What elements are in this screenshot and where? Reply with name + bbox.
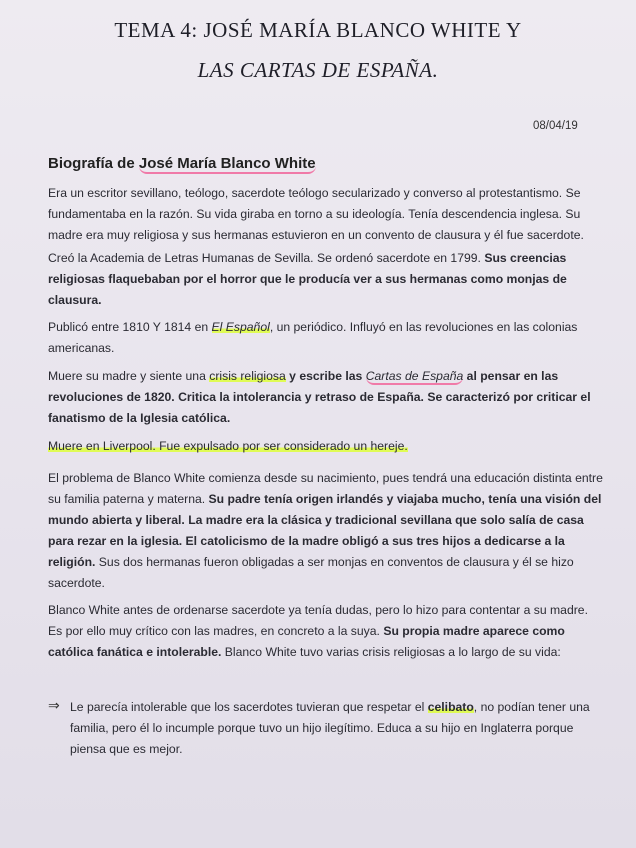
p5-seg-0: Muere en Liverpool. Fue expulsado por ser considerado un hereje. [48, 439, 408, 453]
double-arrow-icon: ⇒ [48, 697, 60, 713]
p2-seg-0: Creó la Academia de Letras Humanas de Sevilla. Se ordenó sacerdote en 1799. [48, 251, 485, 265]
paragraph-4 [48, 366, 604, 429]
paragraph-3 [48, 317, 604, 359]
paragraph-2 [48, 248, 604, 311]
p7-seg-2: Blanco White tuvo varias crisis religiosas a lo largo de su vida: [221, 645, 561, 659]
paragraph-6 [48, 468, 604, 594]
bullet-seg-0: Le parecía intolerable que los sacerdotes tuvieran que respetar el [70, 700, 428, 714]
bullet-text [70, 697, 610, 760]
p2-seg-1: Sus creencias religiosas flaquebaban por el horror que le producía ver a sus hermanas como monjas de clausura. [48, 251, 567, 307]
paragraph-7 [48, 600, 604, 663]
p4-seg-1: crisis religiosa [209, 369, 286, 383]
p3-seg-1: El Español [211, 320, 270, 334]
p6-seg-2: Sus dos hermanas fueron obligadas a ser monjas en conventos de clausura y él se hizo sacerdote. [48, 555, 574, 590]
p7-seg-1: Su propia madre aparece como católica fanática e intolerable. [48, 624, 565, 659]
section-heading [48, 155, 316, 172]
p4-seg-3: Cartas de España [365, 369, 464, 383]
p4-seg-4: al pensar en las revoluciones de 1820. Critica la intolerancia y retraso de España. Se caracterizó por criticar el fanatismo de la Iglesia católica. [48, 369, 591, 425]
p1-seg-0: Era un escritor sevillano, teólogo, sacerdote teólogo secularizado y converso al protestantismo. Se fundamentaba en la razón. Su vida giraba en torno a su ideología. Tenía descendencia inglesa. Su madre era muy religiosa y sus hermanas estuvieron en un convento de clausura y él fue sacerdote. [48, 186, 584, 242]
title-line-2: LAS CARTAS DE ESPAÑA. [197, 58, 439, 82]
heading-prefix: Biografía de [48, 155, 139, 172]
date-label: 08/04/19 [533, 120, 578, 132]
heading-name: José María Blanco White [138, 155, 316, 172]
p7-seg-0: Blanco White antes de ordenarse sacerdote ya tenía dudas, pero lo hizo para contentar a su madre. Es por ello muy crítico con las madres, en concreto a la suya. [48, 603, 588, 638]
bullet-seg-2: , no podían tener una familia, pero él lo incumple porque tuvo un hijo ilegítimo. Educa a su hijo en Inglaterra porque piensa que es mejor. [70, 700, 590, 756]
p6-seg-1: Su padre tenía origen irlandés y viajaba mucho, tenía una visión del mundo abierta y liberal. La madre era la clásica y tradicional sevillana que solo salía de casa para rezar en la iglesia. El catolicismo de la madre obligó a sus tres hijos a dedicarse a la religión. [48, 492, 602, 569]
p4-seg-2: y escribe las [285, 369, 366, 383]
p3-seg-2: , un periódico. Influyó en las revoluciones en las colonias americanas. [48, 320, 578, 355]
p4-seg-0: Muere su madre y siente una [48, 369, 210, 383]
bullet-seg-1: celibato [427, 700, 474, 714]
p6-seg-0: El problema de Blanco White comienza desde su nacimiento, pues tendrá una educación distinta entre su familia paterna y materna. [48, 471, 603, 506]
paragraph-5 [48, 436, 604, 457]
title-line-1: TEMA 4: JOSÉ MARÍA BLANCO WHITE Y [114, 18, 522, 42]
p3-seg-0: Publicó entre 1810 Y 1814 en [48, 320, 212, 334]
paragraph-1 [48, 183, 604, 246]
